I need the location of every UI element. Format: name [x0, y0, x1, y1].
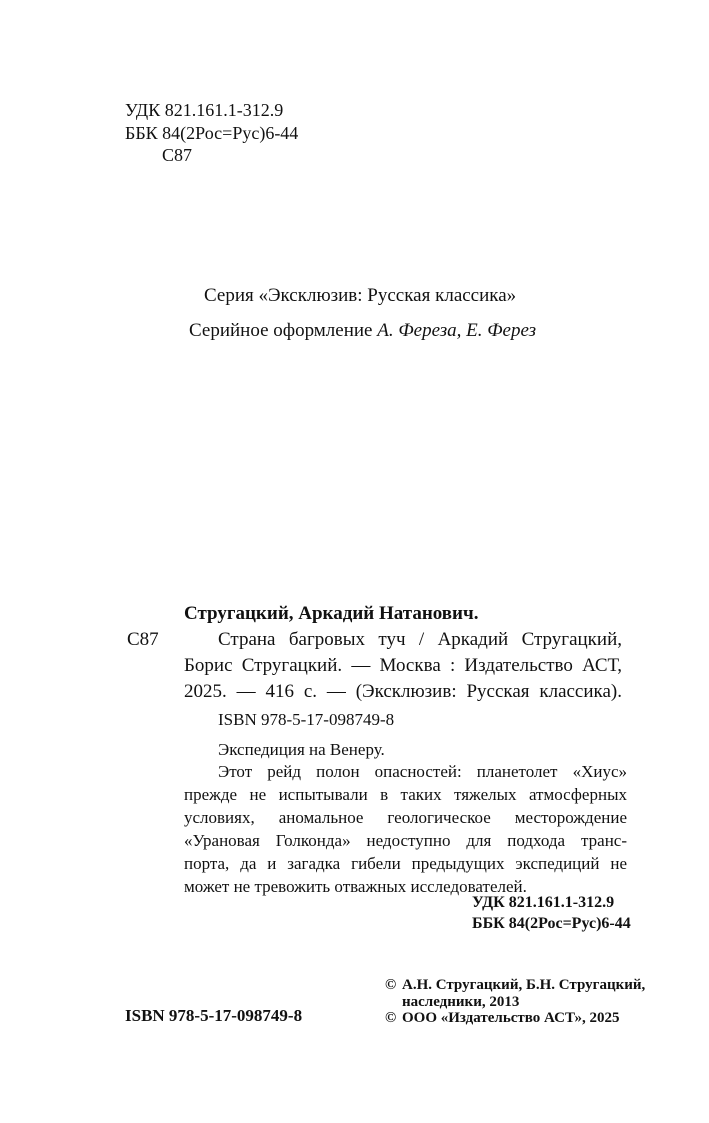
copyright-symbol-2: © — [385, 1010, 397, 1026]
annotation-line: Этот рейд полон опасностей: планетолет «Хиус» — [218, 762, 627, 781]
udk-code: УДК 821.161.1-312.9 — [125, 100, 284, 120]
description-line: Страна багровых туч / Аркадий Стругацкий, — [218, 629, 622, 650]
copyright-holder-1: А.Н. Стругацкий, Б.Н. Стругацкий, — [402, 977, 646, 993]
copyright-isbn: ISBN 978-5-17-098749-8 — [125, 1006, 303, 1025]
footer-bbk-code: ББК 84(2Рос=Рус)6-44 — [472, 915, 631, 932]
author-heading: Стругацкий, Аркадий Натанович. — [184, 603, 479, 624]
series-line: Серия «Эксклюзив: Русская классика» — [204, 285, 517, 306]
footer-udk-code: УДК 821.161.1-312.9 — [472, 894, 615, 911]
description-line: Борис Стругацкий. — Москва : Издательство АСТ, — [184, 655, 622, 676]
copyright-holder-2: ООО «Издательство АСТ», 2025 — [402, 1010, 620, 1026]
bbk-code: ББК 84(2Рос=Рус)6-44 — [125, 123, 299, 143]
bibliographic-description — [184, 627, 622, 704]
annotation-line: прежде не испытывали в таких тяжелых атмосферных — [184, 785, 627, 804]
annotation-line: порта, да и загадка гибели предыдущих экспедиций не — [184, 854, 627, 873]
description-line: 2025. — 416 с. — (Эксклюзив: Русская классика). — [184, 681, 622, 702]
series-design-names: А. Фереза, Е. Ферез — [377, 320, 537, 341]
copyright-symbol-1: © — [385, 977, 397, 993]
author-mark: С87 — [162, 145, 193, 165]
series-design-line — [189, 318, 536, 343]
annotation-body — [184, 761, 627, 898]
annotation-line: условиях, аномальное геологическое месторождение — [184, 808, 627, 827]
annotation-line: может не тревожить отважных исследователей. — [184, 877, 527, 896]
series-design-label: Серийное оформление — [189, 320, 373, 341]
annotation-lead: Экспедиция на Венеру. — [218, 740, 385, 759]
copyright-holder-1-cont: наследники, 2013 — [402, 994, 520, 1010]
record-isbn: ISBN 978-5-17-098749-8 — [218, 710, 395, 729]
annotation-line: «Урановая Голконда» недоступно для подхода транс- — [184, 831, 627, 850]
record-author-mark: С87 — [127, 629, 159, 650]
